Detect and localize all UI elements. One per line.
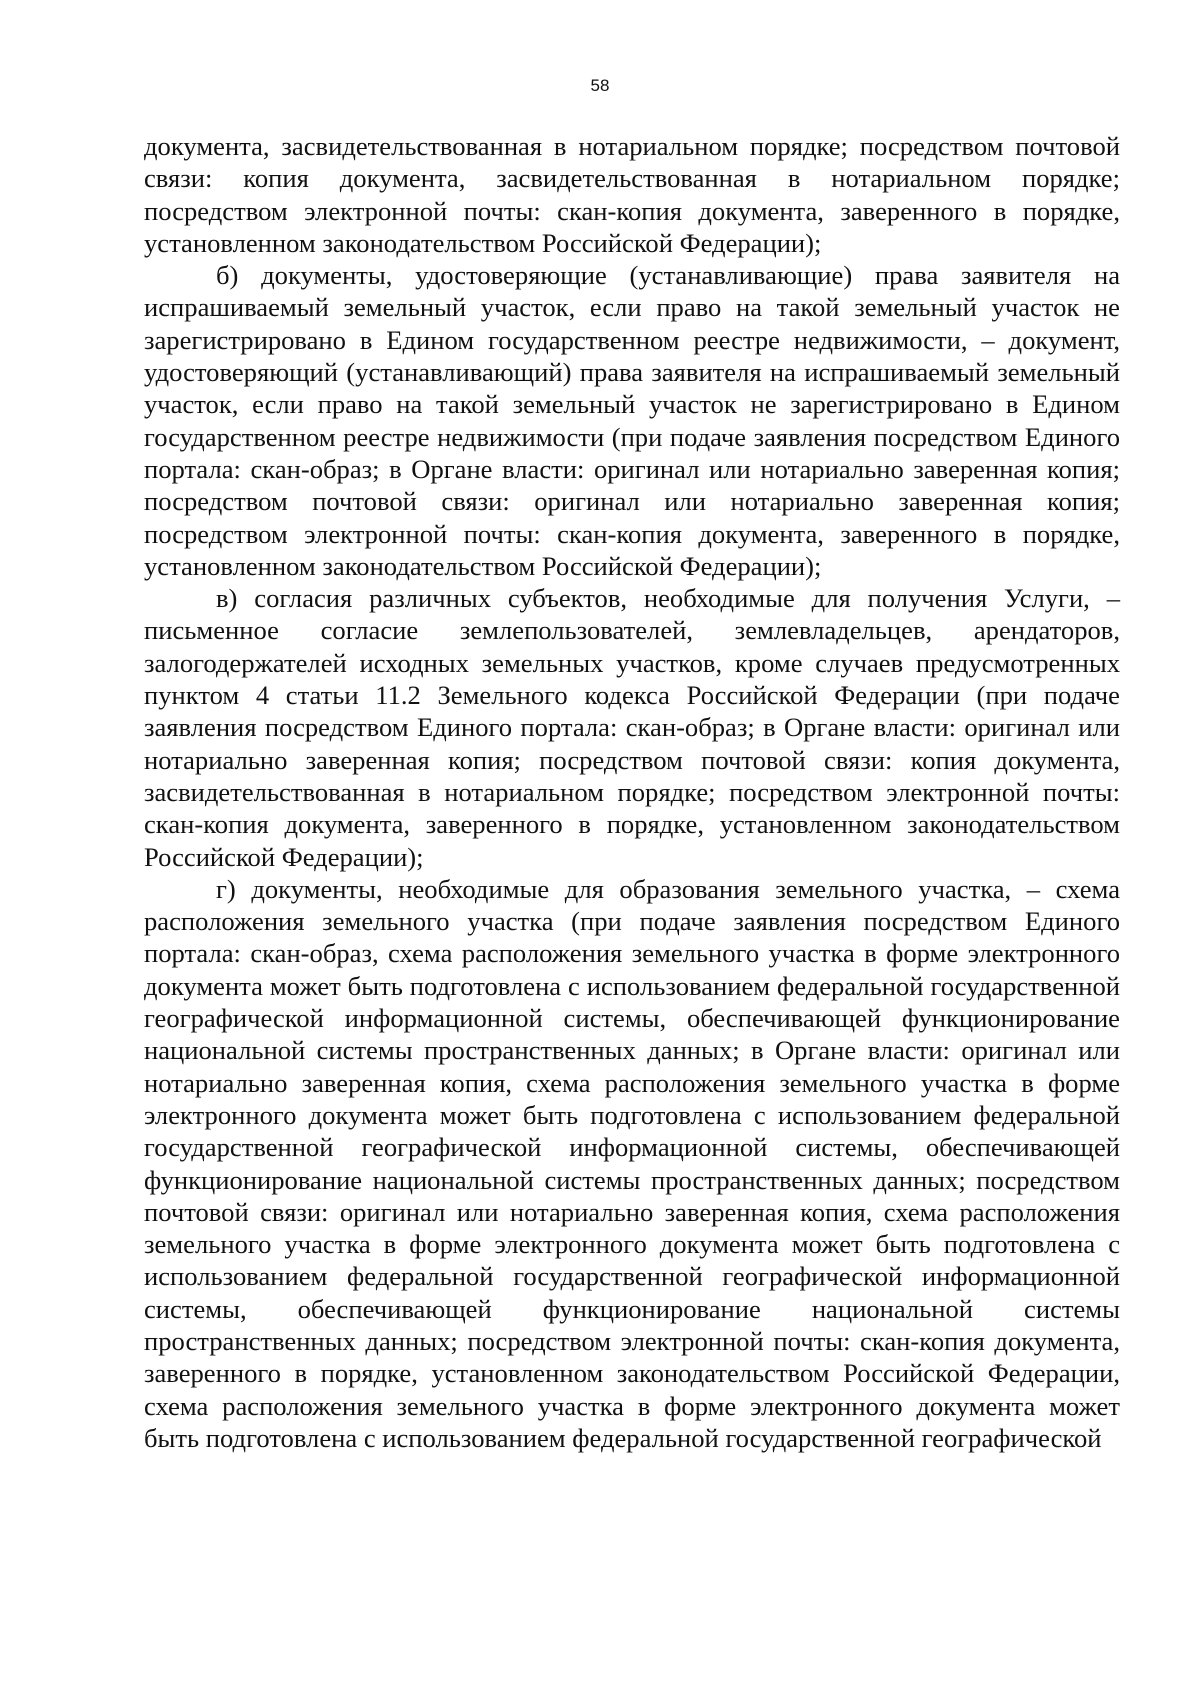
paragraph-item-g: г) документы, необходимые для образования земельного участка, – схема расположения земельного участка (при подаче заявления посредством Единого портала: скан-образ, схема расположения земельного участка в форме электронного документа может быть подготовлена с использованием федеральной государственной географической информационной системы, обеспечивающей функционирование национальной системы пространственных данных; в Органе власти: оригинал или нотариально заверенная копия, схема расположения земельного участка в форме электронного документа может быть подготовлена с использованием федеральной государственной географической информационной системы, обеспечивающей функционирование национальной системы пространственных данных; посредством почтовой связи: оригинал или нотариально заверенная копия, схема расположения земельного участка в форме электронного документа может быть подготовлена с использованием федеральной государственной географической информационной системы, обеспечивающей функционирование национальной системы пространственных данных; посредством электронной почты: скан-копия документа, заверенного в порядке, установленном законодательством Российской Федерации, схема расположения земельного участка в форме электронного документа может быть подготовлена с использованием федеральной государственной географической bbox=[144, 873, 1120, 1453]
paragraph-item-v: в) согласия различных субъектов, необходимые для получения Услуги, – письменное согласие землепользователей, землевладельцев, арендаторов, залогодержателей исходных земельных участков, кроме случаев предусмотренных пунктом 4 статьи 11.2 Земельного кодекса Российской Федерации (при подаче заявления посредством Единого портала: скан-образ; в Органе власти: оригинал или нотариально заверенная копия; посредством почтовой связи: копия документа, засвидетельствованная в нотариальном порядке; посредством электронной почты: скан-копия документа, заверенного в порядке, установленном законодательством Российской Федерации); bbox=[144, 583, 1120, 872]
document-body bbox=[144, 130, 1120, 1454]
paragraph-continuation: документа, засвидетельствованная в нотариальном порядке; посредством почтовой связи: копия документа, засвидетельствованная в нотариальном порядке; посредством электронной почты: скан-копия документа, заверенного в порядке, установленном законодательством Российской Федерации); bbox=[144, 131, 1120, 258]
page-number: 58 bbox=[590, 76, 610, 95]
paragraph-item-b: б) документы, удостоверяющие (устанавливающие) права заявителя на испрашиваемый земельный участок, если право на такой земельный участок не зарегистрировано в Едином государственном реестре недвижимости, – документ, удостоверяющий (устанавливающий) права заявителя на испрашиваемый земельный участок, если право на такой земельный участок не зарегистрировано в Едином государственном реестре недвижимости (при подаче заявления посредством Единого портала: скан-образ; в Органе власти: оригинал или нотариально заверенная копия; посредством почтовой связи: оригинал или нотариально заверенная копия; посредством электронной почты: скан-копия документа, заверенного в порядке, установленном законодательством Российской Федерации); bbox=[144, 260, 1120, 581]
